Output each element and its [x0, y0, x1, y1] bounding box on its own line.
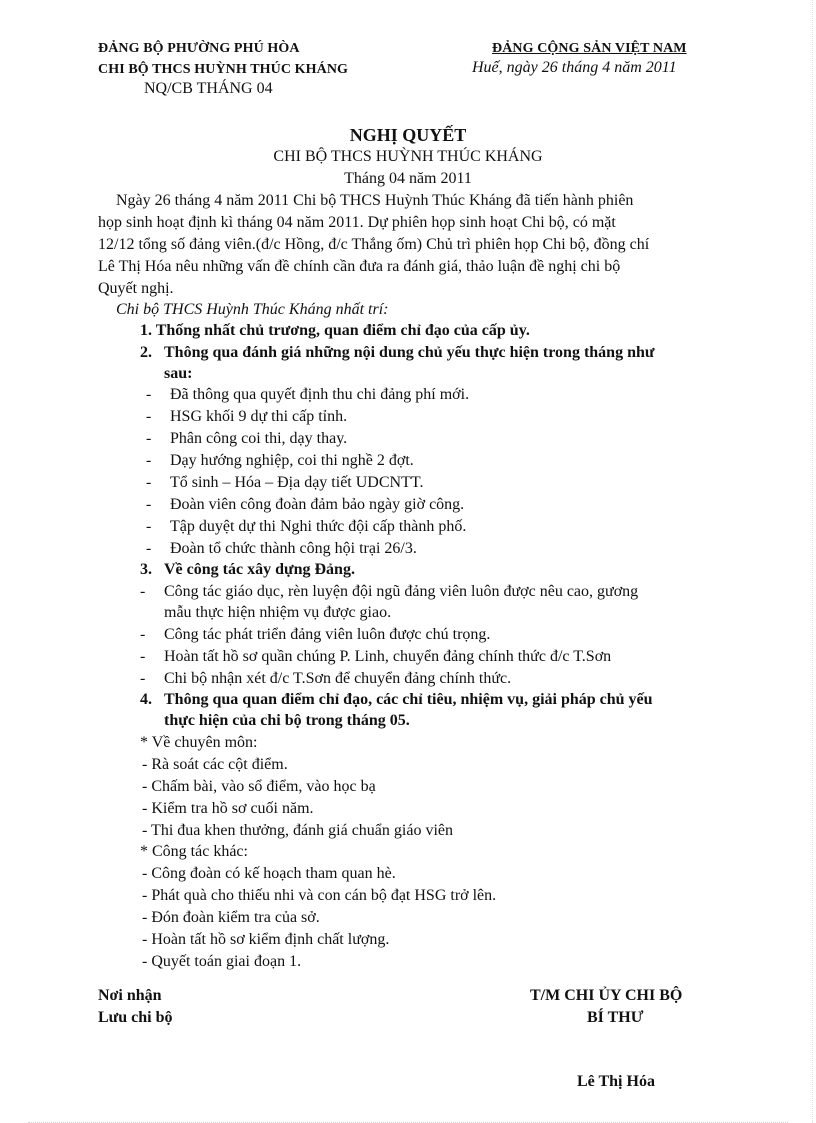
list-item: - Hoàn tất hồ sơ kiểm định chất lượng.	[142, 931, 390, 948]
recipients-label: Nơi nhận	[98, 987, 162, 1004]
section-1-heading: 1. Thống nhất chủ trương, quan điểm chỉ đạo của cấp ủy.	[140, 322, 530, 339]
signature-title: BÍ THƯ	[587, 1009, 644, 1026]
header-party-committee: ĐẢNG BỘ PHƯỜNG PHÚ HÒA	[98, 41, 300, 56]
doc-subtitle: CHI BỘ THCS HUỲNH THÚC KHÁNG	[273, 148, 543, 165]
list-item: - Kiểm tra hồ sơ cuối năm.	[142, 800, 314, 817]
list-item: - Thi đua khen thưởng, đánh giá chuẩn giáo viên	[142, 822, 453, 839]
section-2-heading-cont: sau:	[164, 365, 193, 382]
section-3-number: 3.	[140, 561, 152, 578]
intro-line: Lê Thị Hóa nêu những vấn đề chính cần đưa ra đánh giá, thảo luận đề nghị chi bộ	[98, 258, 621, 275]
header-doc-number: NQ/CB THÁNG 04	[144, 80, 273, 97]
list-bullet: -	[146, 452, 152, 469]
doc-date: Tháng 04 năm 2011	[344, 170, 472, 187]
header-place-date: Huế, ngày 26 tháng 4 năm 2011	[472, 59, 677, 76]
header-party-name: ĐẢNG CỘNG SẢN VIỆT NAM	[492, 41, 687, 56]
list-item: Chi bộ nhận xét đ/c T.Sơn để chuyển đảng chính thức.	[164, 670, 512, 687]
doc-title: NGHỊ QUYẾT	[349, 125, 467, 145]
list-bullet: -	[146, 518, 152, 535]
signature-name: Lê Thị Hóa	[577, 1073, 655, 1090]
list-item: Tập duyệt dự thi Nghi thức đội cấp thành phố.	[170, 518, 467, 535]
subsection-title: * Về chuyên môn:	[140, 734, 258, 751]
list-item: - Phát quà cho thiếu nhi và con cán bộ đạt HSG trở lên.	[142, 887, 497, 904]
list-bullet: -	[140, 583, 146, 600]
list-item: Đã thông qua quyết định thu chi đảng phí mới.	[170, 386, 470, 403]
list-item: Phân công coi thi, dạy thay.	[170, 430, 348, 447]
section-4-heading: Thông qua quan điểm chỉ đạo, các chỉ tiêu, nhiệm vụ, giải pháp chủ yếu	[164, 691, 653, 708]
recipients-item: Lưu chi bộ	[98, 1009, 173, 1026]
intro-line: 12/12 tổng số đảng viên.(đ/c Hồng, đ/c Thắng ốm) Chủ trì phiên họp Chi bộ, đồng chí	[98, 236, 650, 253]
intro-line: họp sinh hoạt định kì tháng 04 năm 2011. Dự phiên họp sinh hoạt Chi bộ, có mặt	[98, 214, 616, 231]
signature-organization: T/M CHI ỦY CHI BỘ	[530, 987, 683, 1004]
intro-line: Ngày 26 tháng 4 năm 2011 Chi bộ THCS Huỳnh Thúc Kháng đã tiến hành phiên	[116, 192, 634, 209]
list-item: Công tác phát triển đảng viên luôn được chú trọng.	[164, 626, 491, 643]
list-bullet: -	[146, 386, 152, 403]
list-bullet: -	[140, 626, 146, 643]
section-3-heading: Về công tác xây dựng Đảng.	[164, 561, 355, 578]
intro-line: Quyết nghị.	[98, 280, 174, 297]
list-item: Đoàn viên công đoàn đảm bảo ngày giờ công.	[170, 496, 465, 513]
list-bullet: -	[146, 474, 152, 491]
list-item: HSG khối 9 dự thi cấp tỉnh.	[170, 408, 348, 425]
list-item-cont: mẫu thực hiện nhiệm vụ được giao.	[164, 604, 392, 621]
section-4-heading-cont: thực hiện của chi bộ trong tháng 05.	[164, 712, 410, 729]
header-branch-name: CHI BỘ THCS HUỲNH THÚC KHÁNG	[98, 62, 349, 77]
list-bullet: -	[146, 496, 152, 513]
list-item: Tổ sinh – Hóa – Địa dạy tiết UDCNTT.	[170, 474, 424, 491]
list-item: Dạy hướng nghiệp, coi thi nghề 2 đợt.	[170, 452, 414, 469]
list-item: Hoàn tất hồ sơ quần chúng P. Linh, chuyển đảng chính thức đ/c T.Sơn	[164, 648, 612, 665]
section-2-heading: Thông qua đánh giá những nội dung chủ yếu thực hiện trong tháng như	[164, 344, 655, 361]
list-item: - Quyết toán giai đoạn 1.	[142, 953, 302, 970]
list-bullet: -	[146, 540, 152, 557]
subsection-title: * Công tác khác:	[140, 843, 248, 860]
list-bullet: -	[146, 408, 152, 425]
list-item: Đoàn tổ chức thành công hội trại 26/3.	[170, 540, 417, 557]
section-4-number: 4.	[140, 691, 152, 708]
list-bullet: -	[140, 670, 146, 687]
page-right-edge	[812, 0, 813, 1123]
section-2-number: 2.	[140, 344, 152, 361]
list-item: - Chấm bài, vào sổ điểm, vào học bạ	[142, 778, 376, 795]
list-bullet: -	[140, 648, 146, 665]
agreement-line: Chi bộ THCS Huỳnh Thúc Kháng nhất trí:	[116, 301, 389, 318]
list-bullet: -	[146, 430, 152, 447]
list-item: - Công đoàn có kế hoạch tham quan hè.	[142, 865, 396, 882]
list-item: - Đón đoàn kiểm tra của sở.	[142, 909, 320, 926]
list-item: Công tác giáo dục, rèn luyện đội ngũ đảng viên luôn được nêu cao, gương	[164, 583, 639, 600]
list-item: - Rà soát các cột điểm.	[142, 756, 288, 773]
